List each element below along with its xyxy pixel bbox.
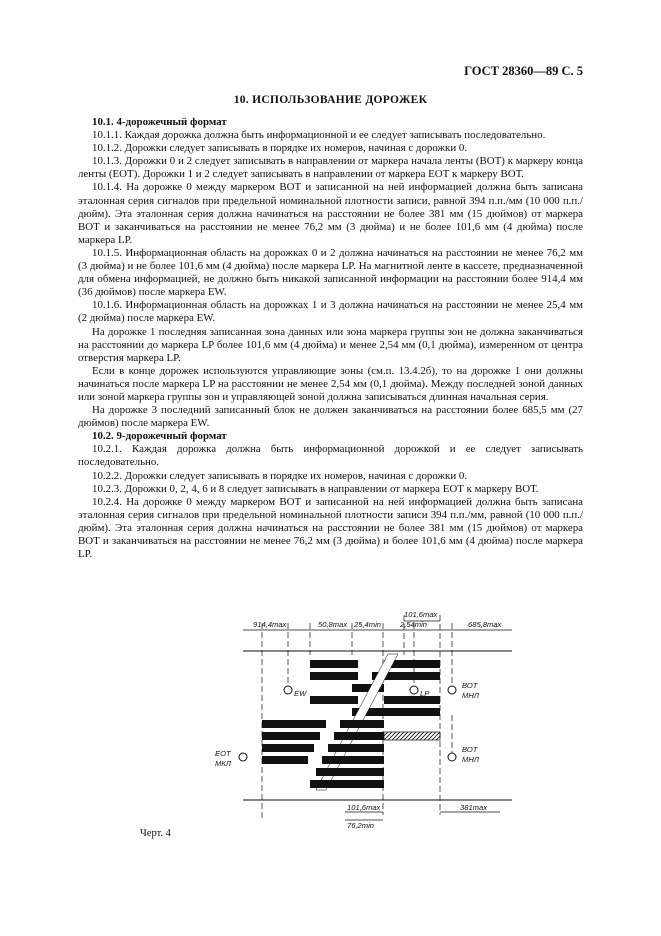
marker-label-mnl: МНЛ: [462, 755, 480, 764]
paragraph: 10.1.2. Дорожки следует записывать в порядке их номеров, начиная с дорожки 0.: [92, 142, 468, 155]
subsection-heading: 10.2. 9-дорожечный формат: [92, 430, 227, 443]
paragraph: 10.1.6. Информационная область на дорожках 1 и 3 должна начинаться на расстоянии не менее 25,4 мм (2 дюйма) после маркера EW.: [78, 299, 583, 325]
control-zone-hatched: [384, 732, 440, 740]
paragraph: На дорожке 1 последняя записанная зона данных или зона маркера группы зон не должна заканчиваться на расстоянии до маркера LP более 101,6 мм (4 дюйма) и менее 2,54 мм (0,1 дюйма), измеренном от центра отверстия маркера LP.: [78, 325, 583, 364]
dim-label: 25,4min: [354, 620, 382, 629]
dim-label: 685,8max: [468, 620, 502, 629]
marker-label-eot: ЕОТ: [215, 749, 231, 758]
paragraph: 10.2.4. На дорожке 0 между маркером ВОТ и записанной на ней информацией должна быть записана эталонная серия сигналов при предельной номинальной плотности записи 394 п.п./мм, равной (10 000 п.п./дюйм). Эта эталонная серия должна начинаться на расстоянии не более 381 мм (15 дюймов) от маркера ВОТ и заканчиваться на расстоянии не менее 76,2 мм (3 дюйма) и более 101,6 мм (4 дюйма) после маркера LP.: [78, 495, 583, 561]
dim-label: 76,2min: [347, 821, 375, 830]
bot-marker-hole-upper: [448, 686, 456, 694]
paragraph: 10.1.4. На дорожке 0 между маркером ВОТ и записанной на ней информацией должна быть записана эталонная серия сигналов при предельной номинальной плотности записи, равной 394 п.п./мм (10 000 п.п./дюйм). Эта эталонная серия должна начинаться на расстоянии не более 381 мм (15 дюймов) от маркера ВОТ и заканчиваться на расстоянии не менее 76,2 мм (3 дюйма) и не более 101,6 мм (4 дюйма) после маркера LP.: [78, 181, 583, 246]
eot-marker-hole: [239, 753, 247, 761]
figure-caption: Черт. 4: [140, 828, 171, 839]
marker-label-lp: LP: [420, 689, 430, 698]
marker-label-bot: ВОТ: [462, 745, 478, 754]
marker-label-bot: ВОТ: [462, 681, 478, 690]
section-title: 10. ИСПОЛЬЗОВАНИЕ ДОРОЖЕК: [233, 94, 428, 106]
bot-marker-hole-lower: [448, 753, 456, 761]
dim-label: 381max: [460, 803, 488, 812]
lp-marker-hole: [410, 686, 418, 694]
marker-label-mnl: МНЛ: [462, 691, 480, 700]
subsection-heading: 10.1. 4-дорожечный формат: [92, 116, 227, 128]
document-body: [78, 116, 583, 561]
paragraph: 10.2.2. Дорожки следует записывать в порядке их номеров, начиная с дорожки 0.: [92, 469, 468, 482]
marker-label-mkl: МКЛ: [215, 759, 232, 768]
dim-label: 50,8max: [318, 620, 348, 629]
track-format-figure: [0, 600, 661, 830]
paragraph: 10.2.3. Дорожки 0, 2, 4, 6 и 8 следует записывать в направлении от маркера ЕОТ к маркеру ВОТ.: [92, 482, 539, 495]
dim-label: 2,54min: [400, 620, 428, 629]
page-header: ГОСТ 28360—89 С. 5: [464, 64, 583, 78]
paragraph: На дорожке 3 последний записанный блок не должен заканчиваться на расстоянии более 685,5 мм (27 дюймов) после маркера EW.: [78, 404, 583, 430]
bottom-dimension-lines: [345, 812, 500, 820]
paragraph: 10.1.3. Дорожки 0 и 2 следует записывать в направлении от маркера начала ленты (ВОТ) к маркеру конца ленты (ЕОТ). Дорожки 1 и 2 следует записывать в направлении от маркера ЕОТ к маркеру ВОТ.: [78, 155, 583, 181]
ew-marker-hole: [284, 686, 292, 694]
paragraph: 10.1.5. Информационная область на дорожках 0 и 2 должна начинаться на расстоянии не менее 76,2 мм (3 дюйма) и не более 101,6 мм (4 дюйма) после маркера LP. На магнитной ленте в кассете, предназначенной для обмена информацией, не должно быть никакой записанной информации на расстоянии более 914,4 мм (36 дюймов) после маркера EW.: [78, 246, 583, 299]
dim-label: 101,6max: [404, 610, 438, 619]
dim-label: 914,4max: [253, 620, 287, 629]
paragraph: 10.1.1. Каждая дорожка должна быть информационной и ее следует записывать последовательно.: [92, 129, 546, 142]
paragraph: 10.2.1. Каждая дорожка должна быть информационной дорожкой и ее следует записывать последовательно.: [78, 443, 583, 469]
dim-label: 101,6max: [347, 803, 381, 812]
paragraph: Если в конце дорожек используются управляющие зоны (см.п. 13.4.2б), то на дорожке 1 они должны начинаться после маркера LP на расстоянии не менее 2,54 мм (0,1 дюйма). Между последней зоной данных или зоной маркера группы зон и управляющей зоной должна записываться длинная начальная серия.: [78, 364, 583, 403]
marker-label-ew: EW: [294, 689, 307, 698]
